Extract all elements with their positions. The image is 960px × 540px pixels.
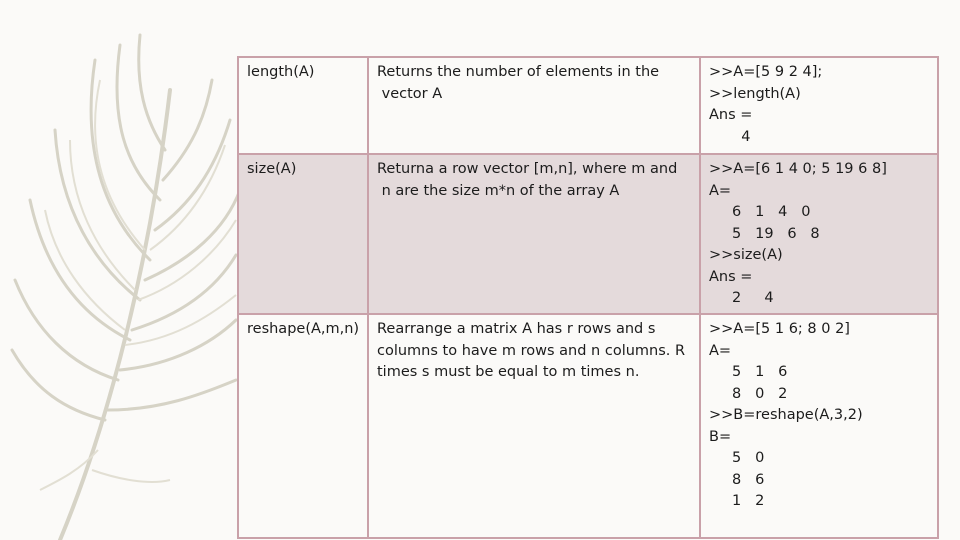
example-cell: >>A=[5 1 6; 8 0 2] A= 5 1 6 8 0 2 >>B=reshape(A,3,2) B= 5 0 8 6 1 2	[700, 314, 938, 538]
example-cell: >>A=[5 9 2 4]; >>length(A) Ans = 4	[700, 57, 938, 154]
table-row	[238, 154, 938, 314]
table-row	[238, 57, 938, 154]
function-cell: length(A)	[238, 57, 368, 154]
function-cell: size(A)	[238, 154, 368, 314]
function-cell: reshape(A,m,n)	[238, 314, 368, 538]
description-cell: Returna a row vector [m,n], where m and n are the size m*n of the array A	[368, 154, 700, 314]
function-reference-table	[237, 56, 939, 539]
description-cell: Returns the number of elements in the vector A	[368, 57, 700, 154]
feather-shaft	[60, 90, 170, 540]
description-cell: Rearrange a matrix A has r rows and s columns to have m rows and n columns. R times s must be equal to m times n.	[368, 314, 700, 538]
table-row	[238, 314, 938, 538]
example-cell: >>A=[6 1 4 0; 5 19 6 8] A= 6 1 4 0 5 19 6 8 >>size(A) Ans = 2 4	[700, 154, 938, 314]
